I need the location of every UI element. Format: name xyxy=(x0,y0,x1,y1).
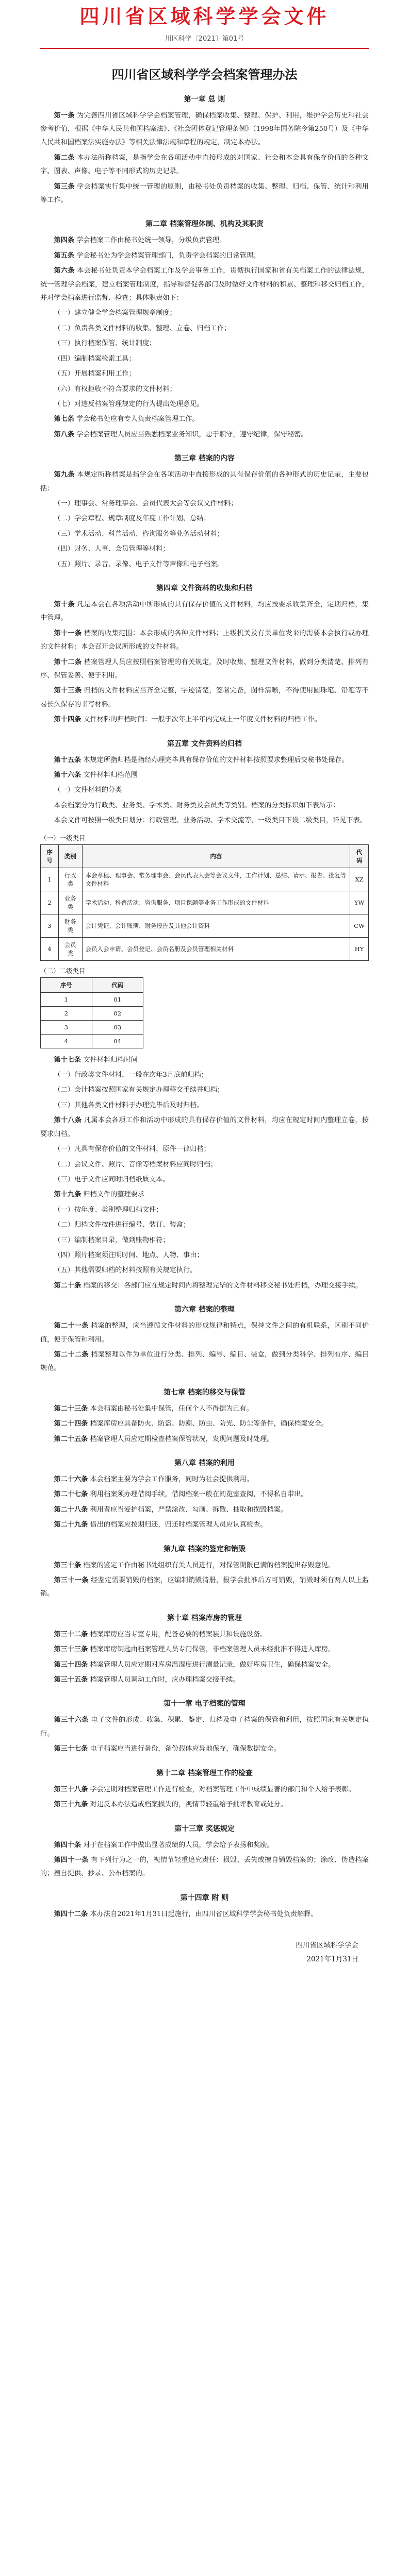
table-cell: CW xyxy=(350,914,369,937)
table1-caption: （一）一级类目 xyxy=(40,834,86,842)
article-text: 本规定所指归档是指经办理完毕具有保存价值的文件材料按照要求整理后交秘书处保存。 xyxy=(81,756,349,764)
signature-block xyxy=(40,1939,369,1967)
chapter-title: 第十四章 附 则 xyxy=(180,1893,229,1902)
chapter-title: 第九章 档案的鉴定和销毁 xyxy=(163,1545,246,1553)
article-paragraph xyxy=(40,1417,369,1431)
table-cell: 04 xyxy=(92,1034,143,1048)
table-row xyxy=(41,992,143,1006)
article-text: 学会档案实行集中统一管理的原则，由秘书处负责档案的收集、整理、归档、保管、统计和利用等工作。 xyxy=(40,182,369,205)
table-header-row xyxy=(41,977,143,992)
table-cell: 02 xyxy=(92,1006,143,1020)
sub-item: （一）凡具有保存价值的文件材料，原件一律归档； xyxy=(54,1145,210,1154)
article-paragraph xyxy=(40,1188,369,1201)
article-label: 第十四条 xyxy=(54,716,81,724)
article-text: 档案管理人员应定期检查档案保管状况，发现问题及时处理。 xyxy=(88,1435,274,1443)
article-text: 学会档案管理人员应当熟悉档案业务知识，忠于职守，遵守纪律，保守秘密。 xyxy=(74,430,308,438)
article-label: 第三十三条 xyxy=(54,1646,88,1654)
article-label: 第四十二条 xyxy=(54,1910,88,1918)
article-label: 第二十九条 xyxy=(54,1521,88,1529)
article-paragraph xyxy=(40,249,369,263)
article-label: 第十一条 xyxy=(54,629,82,637)
article-text: 归档文件的整理要求 xyxy=(81,1191,145,1199)
article-text: 档案的鉴定工作由秘书处组织有关人员进行，对保管期限已满的档案提出存毁意见。 xyxy=(81,1561,335,1569)
article-paragraph xyxy=(40,1673,369,1687)
article-paragraph xyxy=(40,468,369,496)
article-label: 第一条 xyxy=(54,111,75,120)
article-paragraph xyxy=(40,627,369,654)
article-text: 档案管理人员应按照档案管理的有关规定，及时收集、整理文件材料，做到分类清楚、排列有序、保管妥善、便于利用。 xyxy=(40,658,369,680)
article-paragraph xyxy=(40,1628,369,1641)
article-label: 第二十条 xyxy=(54,1281,81,1290)
article-paragraph xyxy=(40,1559,369,1572)
article-paragraph xyxy=(40,428,369,442)
article-text: 档案管理人员应定期对库房温湿度进行测量记录，做好库房卫生，确保档案安全。 xyxy=(88,1660,335,1669)
article-label: 第三十条 xyxy=(54,1561,81,1569)
article-text: 学会秘书处为学会档案管理部门，负责学会档案的日常管理。 xyxy=(74,251,260,260)
table-cell: 财务类 xyxy=(59,914,83,937)
article-label: 第三十八条 xyxy=(54,1785,88,1793)
sub-item: （三）编制档案目录，做到账物相符； xyxy=(54,1236,170,1244)
article-paragraph xyxy=(40,1503,369,1517)
article-text: 为完善四川省区域科学学会档案管理，确保档案收集、整理、保护、利用，维护学会历史和社会参考价值，根据《中华人民共和国档案法》、《社会团体登记管理条例》（1998年国务院令第250号）及《中华人民共和国档案法实施办法》等相关法律法规和章程的规定，制定本办法。 xyxy=(40,111,369,147)
table-cell: HY xyxy=(350,937,369,960)
article-label: 第十五条 xyxy=(54,756,81,764)
article-text: 档案整理以件为单位进行分类、排列、编号、编目、装盒，做到分类科学、排列有序、编目规范。 xyxy=(40,1350,369,1372)
signature-org: 四川省区域科学学会 xyxy=(296,1941,358,1950)
article-label: 第二十七条 xyxy=(54,1490,88,1499)
article-text: 档案库房钥匙由档案管理人员专门保管，非档案管理人员未经批准不得进入库房。 xyxy=(88,1646,335,1654)
org-title: 四川省区域科学学会文件 xyxy=(79,5,330,28)
sub-item: （四）财务、人事、会员管理等材料； xyxy=(54,545,170,553)
table-cell: 会员类 xyxy=(59,937,83,960)
article-paragraph xyxy=(40,1319,369,1347)
table-cell: YW xyxy=(350,891,369,914)
sub-item: （五）开展档案利用工作； xyxy=(54,370,136,378)
classification-table-level1 xyxy=(40,844,369,961)
chapter-title: 第十三章 奖惩规定 xyxy=(174,1824,235,1833)
sub-item: （一）文件材料的分类 xyxy=(54,786,122,794)
sub-item: （四）照片档案须注明时间、地点、人物、事由； xyxy=(54,1251,204,1259)
chapter-title: 第三章 档案的内容 xyxy=(174,454,235,463)
article-paragraph xyxy=(40,180,369,208)
article-text: 本办法自2021年1月31日起施行，由四川省区域科学学会秘书处负责解释。 xyxy=(88,1910,318,1918)
article-label: 第三十五条 xyxy=(54,1676,88,1684)
article-paragraph xyxy=(40,264,369,305)
document-body xyxy=(40,94,369,1922)
sub-item: （二）学会章程、规章制度及年度工作计划、总结； xyxy=(54,515,210,523)
table-row xyxy=(41,937,369,960)
sub-item: （一）理事会、常务理事会、会员代表大会等会议文件材料； xyxy=(54,499,238,507)
table-header-cell: 内容 xyxy=(82,844,350,868)
article-paragraph xyxy=(40,598,369,625)
article-text: 学会档案工作由秘书处统一领导，分级负责管理。 xyxy=(74,236,226,245)
article-text: 电子档案应当进行备份，备份载体应异地保存，确保数据安全。 xyxy=(88,1745,281,1753)
article-text: 本会档案由秘书处集中保管，任何个人不得据为己有。 xyxy=(88,1404,254,1413)
header-divider xyxy=(40,48,369,49)
sub-item: （四）编制档案检索工具； xyxy=(54,354,136,363)
article-label: 第六条 xyxy=(54,267,75,275)
article-label: 第十二条 xyxy=(54,658,82,666)
chapter-title: 第二章 档案管理体制、机构及其职责 xyxy=(145,220,264,229)
article-label: 第四十一条 xyxy=(54,1856,89,1864)
article-paragraph xyxy=(40,151,369,179)
sub-item: （六）有权拒收不符合要求的文件材料； xyxy=(54,385,176,393)
article-label: 第九条 xyxy=(54,471,75,479)
article-text: 本会秘书处负责本学会档案工作及学会事务工作，贯彻执行国家和省有关档案工作的法律法规，统一管理学会档案，建立档案管理制度，指导和督促各部门及时做好文件材料的积累、整理和移交归档工作，并对学会档案进行监督、检查；具体职责如下： xyxy=(40,267,369,302)
table-cell: 1 xyxy=(41,992,92,1006)
article-label: 第三十一条 xyxy=(54,1577,89,1585)
sub-item: （三）执行档案保管、统计制度； xyxy=(54,340,156,348)
article-label: 第三十九条 xyxy=(54,1801,88,1809)
table-row xyxy=(41,891,369,914)
article-paragraph xyxy=(40,1714,369,1741)
table-header-cell: 代码 xyxy=(92,977,143,992)
table-row xyxy=(41,868,369,891)
article-text: 本办法所称档案，是指学会在各项活动中直接形成的对国家、社会和本会具有保存价值的各种文字、图表、声像、电子等不同形式的历史记录。 xyxy=(40,154,369,176)
article-paragraph xyxy=(40,1473,369,1486)
table2-caption: （二）二级类目 xyxy=(40,967,86,975)
chapter-title: 第四章 文件资料的收集和归档 xyxy=(156,584,253,592)
table-header-row xyxy=(41,844,369,868)
article-text: 本会档案分为行政类、业务类、学术类、财务类及会员类等类别。档案的分类标识如下表所示： xyxy=(54,801,340,809)
table-cell: 2 xyxy=(41,891,59,914)
article-paragraph xyxy=(40,684,369,711)
article-label: 第三十二条 xyxy=(54,1630,88,1638)
chapter-title: 第十二章 档案管理工作的检查 xyxy=(156,1769,253,1777)
article-label: 第二十八条 xyxy=(54,1505,88,1514)
table-cell: 2 xyxy=(41,1006,92,1020)
table-cell: 3 xyxy=(41,1020,92,1034)
table-cell: 1 xyxy=(41,868,59,891)
article-paragraph xyxy=(40,1658,369,1672)
sub-item: （五）其他需要归档的材料按照有关规定执行。 xyxy=(54,1266,197,1275)
article-text: 学会定期对档案管理工作进行检查，对档案管理工作中成绩显著的部门和个人给予表彰。 xyxy=(88,1785,355,1793)
article-text: 电子文件的形成、收集、积累、鉴定、归档及电子档案的保管和利用，按照国家有关规定执行。 xyxy=(40,1716,369,1738)
table-cell: 本会章程、理事会、常务理事会、会员代表大会等会议文件，工作计划、总结、请示、报告、批复等文件材料 xyxy=(82,868,350,891)
table-cell: 会计凭证、会计账簿、财务报告及其他会计资料 xyxy=(82,914,350,937)
table-header-cell: 类别 xyxy=(59,844,83,868)
sub-item: （五）照片、录音、录像、电子文件等声像和电子档案。 xyxy=(54,560,224,568)
article-paragraph xyxy=(40,1839,369,1852)
table-cell: 行政类 xyxy=(59,868,83,891)
article-label: 第三条 xyxy=(54,182,75,191)
sub-item: （一）行政类文件材料，一般在次年3月底前归档； xyxy=(54,1071,208,1079)
chapter-title: 第六章 档案的整理 xyxy=(174,1306,235,1314)
table-cell: 4 xyxy=(41,937,59,960)
article-paragraph xyxy=(40,234,369,247)
table-row xyxy=(41,1034,143,1048)
sub-item: （一）建立健全学会档案管理规章制度； xyxy=(54,309,176,317)
article-paragraph xyxy=(40,1054,369,1067)
article-paragraph xyxy=(40,1798,369,1811)
table-header-cell: 序号 xyxy=(41,844,59,868)
article-paragraph xyxy=(40,1279,369,1293)
article-text: 对违反本办法造成档案损失的，视情节轻重给予批评教育或处分。 xyxy=(88,1801,287,1809)
sub-item: （一）按年度、类别整理归档文件； xyxy=(54,1206,163,1214)
article-paragraph xyxy=(40,1348,369,1376)
article-paragraph xyxy=(40,1908,369,1921)
article-paragraph xyxy=(40,1783,369,1797)
article-paragraph xyxy=(40,1643,369,1656)
article-paragraph xyxy=(40,814,369,827)
article-label: 第三十七条 xyxy=(54,1745,88,1753)
article-text: 档案库房应当专室专用，配备必要的档案装具和设施设备。 xyxy=(88,1630,267,1638)
sub-item: （二）归档文件按件进行编号、装订、装盒； xyxy=(54,1221,190,1229)
chapter-title: 第八章 档案的利用 xyxy=(174,1459,235,1467)
table-row xyxy=(41,1006,143,1020)
sub-item: （三）电子文件应同时归档纸质文本。 xyxy=(54,1175,170,1183)
article-paragraph xyxy=(40,1518,369,1532)
table-cell: 01 xyxy=(92,992,143,1006)
article-label: 第二十四条 xyxy=(54,1420,88,1428)
document-title: 四川省区域科学学会档案管理办法 xyxy=(111,67,298,82)
letterhead xyxy=(40,0,369,43)
doc-number: 川区科学〔2021〕第01号 xyxy=(165,35,244,43)
chapter-title: 第十一章 电子档案的管理 xyxy=(163,1700,246,1708)
article-label: 第十八条 xyxy=(54,1116,82,1125)
article-text: 利用者应当爱护档案，严禁涂改、勾画、拆散、抽取和损毁档案。 xyxy=(88,1505,287,1514)
article-text: 档案的移交：各部门应在规定时间内将整理完毕的文件材料移交秘书处归档，办理交接手续。 xyxy=(81,1281,363,1290)
table-cell: 03 xyxy=(92,1020,143,1034)
article-text: 档案管理人员调动工作时，应办理档案交接手续。 xyxy=(88,1676,240,1684)
article-text: 凡属本会各项工作和活动中形成的具有保存价值的文件材料，均应在规定时间内整理立卷，按要求归档。 xyxy=(40,1116,369,1138)
table-cell: 会员入会申请、会员登记、会员名册及会员管理相关材料 xyxy=(82,937,350,960)
article-label: 第十九条 xyxy=(54,1191,81,1199)
sub-item: （三）学术活动、科普活动、咨询服务等业务活动材料； xyxy=(54,530,224,538)
article-paragraph xyxy=(40,1114,369,1141)
article-label: 第十六条 xyxy=(54,771,81,779)
chapter-title: 第五章 文件资料的归档 xyxy=(167,739,242,748)
article-label: 第七条 xyxy=(54,415,74,423)
table-header-cell: 序号 xyxy=(41,977,92,992)
article-label: 第五条 xyxy=(54,251,74,260)
sub-item: （二）会议文件、照片、音像等档案材料应同时归档； xyxy=(54,1160,217,1168)
article-text: 文件材料归档时间 xyxy=(81,1056,138,1064)
article-label: 第十条 xyxy=(54,600,75,608)
sub-item: （二）负责各类文件材料的收集、整理、立卷、归档工作； xyxy=(54,324,231,332)
article-paragraph xyxy=(40,754,369,767)
signature-date: 2021年1月31日 xyxy=(306,1955,358,1964)
table-cell: 业务类 xyxy=(59,891,83,914)
article-label: 第四条 xyxy=(54,236,74,245)
article-label: 第二十三条 xyxy=(54,1404,88,1413)
article-label: 第二十五条 xyxy=(54,1435,88,1443)
article-label: 第二十二条 xyxy=(54,1350,89,1359)
article-text: 本会文件可按照一级类目划分：行政管理、业务活动、学术交流等，一级类目下设二级类目，详见下表。 xyxy=(54,817,367,825)
article-paragraph xyxy=(40,656,369,683)
article-paragraph xyxy=(40,413,369,426)
article-label: 第三十六条 xyxy=(54,1716,89,1724)
article-paragraph xyxy=(40,1402,369,1416)
sub-item: （七）对违反档案管理规定的行为提出处理意见。 xyxy=(54,400,204,408)
classification-table-level2 xyxy=(40,977,143,1048)
sub-item: （三）其他各类文件材料于办理完毕后及时归档。 xyxy=(54,1101,204,1109)
table-row xyxy=(41,914,369,937)
article-text: 经鉴定需要销毁的档案，应编制销毁清册，报学会批准后方可销毁，销毁时须有两人以上监销。 xyxy=(40,1577,369,1598)
article-text: 本规定所称档案是指学会在各项活动中直接形成的具有保存价值的各种形式的历史记录，主要包括： xyxy=(40,471,369,493)
article-text: 凡是本会在各项活动中所形成的具有保存价值的文件材料，均应按要求收集齐全，定期归档，集中管理。 xyxy=(40,600,369,622)
article-text: 本会档案主要为学会工作服务，同时为社会提供利用。 xyxy=(88,1476,254,1483)
table-header-cell: 代码 xyxy=(350,844,369,868)
article-text: 学会秘书处应有专人负责档案管理工作。 xyxy=(74,415,199,423)
chapter-title: 第七章 档案的移交与保管 xyxy=(163,1388,246,1397)
article-paragraph xyxy=(40,769,369,782)
article-text: 利用档案须办理借阅手续，借阅档案一般在阅览室查阅，不得私自带出。 xyxy=(88,1490,308,1499)
table-cell: 4 xyxy=(41,1034,92,1048)
article-paragraph xyxy=(40,1488,369,1501)
article-paragraph xyxy=(40,1574,369,1601)
article-label: 第二十六条 xyxy=(54,1476,88,1483)
article-label: 第十七条 xyxy=(54,1056,81,1064)
table-cell: 学术活动、科普活动、咨询服务、项目课题等业务工作形成的文件材料 xyxy=(82,891,350,914)
article-paragraph xyxy=(40,713,369,726)
article-label: 第八条 xyxy=(54,430,74,438)
article-label: 第二十一条 xyxy=(54,1322,89,1330)
article-paragraph xyxy=(40,1433,369,1446)
article-label: 第十三条 xyxy=(54,687,82,695)
sub-item: （二）会计档案按照国家有关规定办理移交手续并归档； xyxy=(54,1086,224,1094)
article-text: 借出的档案应按期归还，归还时档案管理人员应认真检查。 xyxy=(88,1521,267,1529)
article-text: 档案库房应具备防火、防盗、防潮、防虫、防光、防尘等条件，确保档案安全。 xyxy=(88,1420,329,1428)
table-cell: XZ xyxy=(350,868,369,891)
table-row xyxy=(41,1020,143,1034)
article-label: 第三十四条 xyxy=(54,1660,88,1669)
article-paragraph xyxy=(40,1854,369,1881)
article-label: 第二条 xyxy=(54,154,75,162)
article-text: 档案的收集范围：本会形成的各种文件材料；上级机关及有关单位发来的需要本会执行或办理的文件材料；本会召开会议所形成的文件材料。 xyxy=(40,629,369,651)
chapter-title: 第一章 总 则 xyxy=(184,95,225,104)
article-text: 文件材料的归档时间：一般于次年上半年内完成上一年度文件材料的归档工作。 xyxy=(81,716,321,724)
article-text: 有下列行为之一的，视情节轻重追究责任：损毁、丢失或擅自销毁档案的；涂改、伪造档案的；擅自提供、抄录、公布档案的。 xyxy=(40,1856,369,1878)
chapter-title: 第十章 档案库房的管理 xyxy=(167,1614,242,1622)
article-text: 文件材料归档范围 xyxy=(81,771,138,779)
article-text: 归档的文件材料应当齐全完整，字迹清楚，签署完备，图样清晰，不得使用圆珠笔、铅笔等不易长久保存的书写材料。 xyxy=(40,687,369,708)
article-paragraph xyxy=(40,109,369,150)
article-paragraph xyxy=(40,799,369,812)
article-text: 档案的整理，应当遵循文件材料的形成规律和特点，保持文件之间的有机联系，区别不同价值，便于保管和利用。 xyxy=(40,1322,369,1344)
table-cell: 3 xyxy=(41,914,59,937)
article-label: 第四十条 xyxy=(54,1841,81,1849)
article-paragraph xyxy=(40,1742,369,1756)
article-text: 对于在档案工作中做出显著成绩的人员，学会给予表扬和奖励。 xyxy=(81,1841,274,1849)
